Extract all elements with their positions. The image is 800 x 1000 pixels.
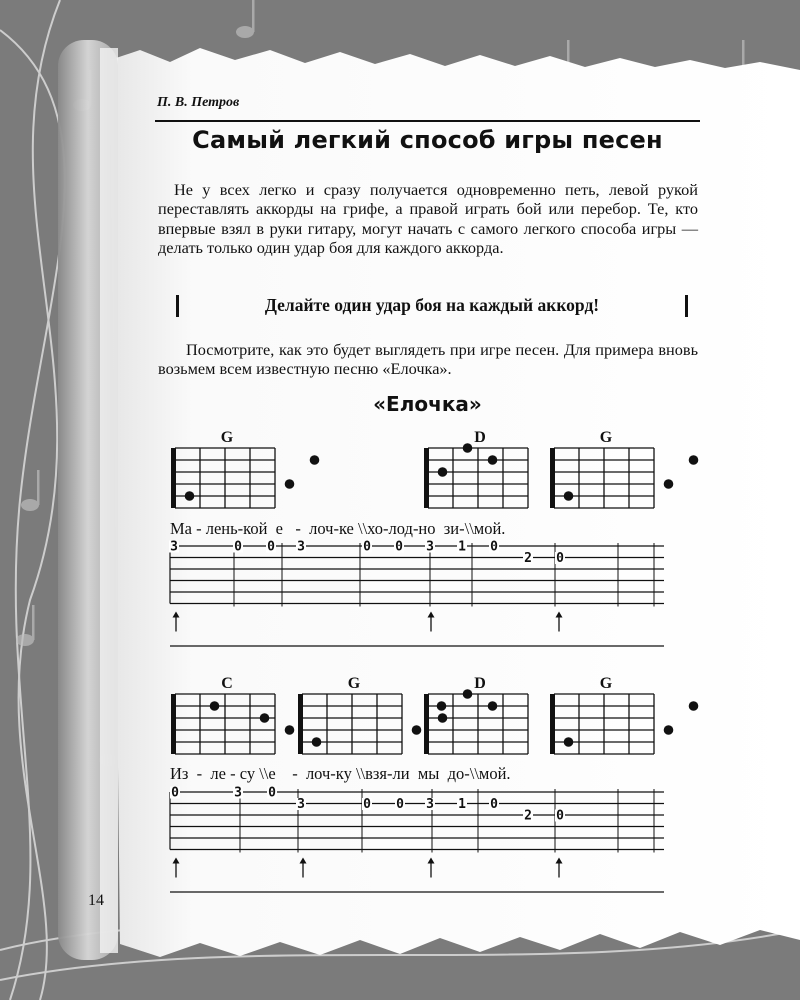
chord-dot xyxy=(664,479,674,489)
chord-nut xyxy=(171,694,176,754)
tab-fret-number: 0 xyxy=(171,785,179,801)
tab-fret-number: 3 xyxy=(234,785,242,801)
strum-arrow-head xyxy=(428,612,435,618)
chord-dot xyxy=(689,455,699,465)
chord-dot xyxy=(438,467,448,477)
page-number: 14 xyxy=(88,892,104,909)
chord-dot xyxy=(664,725,674,735)
lyrics-line-1: Ма - лень-кой е - лоч-ке \\хо-лод-но зи-\\мой. xyxy=(170,519,506,538)
example-paragraph: Посмотрите, как это будет выглядеть при игре песен. Для примера вновь возьмем всем известную песню «Елочка». xyxy=(158,340,698,379)
chord-nut xyxy=(424,694,429,754)
chord-nut xyxy=(171,448,176,508)
chord-dot xyxy=(463,443,473,453)
chord-dot xyxy=(689,701,699,711)
tab-fret-number: 0 xyxy=(556,808,564,824)
tab-fret-number: 0 xyxy=(363,539,371,555)
tab-fret-number: 0 xyxy=(395,539,403,555)
tab-fret-number: 3 xyxy=(297,797,305,812)
tab-fret-number: 3 xyxy=(170,539,178,555)
tab-fret-number: 0 xyxy=(556,551,564,566)
chord-nut xyxy=(424,448,429,508)
tab-fret-number: 2 xyxy=(524,808,532,824)
tab-fret-number: 0 xyxy=(267,539,275,555)
chord-name-G: G xyxy=(599,429,613,446)
chord-dot xyxy=(488,455,498,465)
chord-dot xyxy=(210,701,220,711)
chord-dot xyxy=(285,479,295,489)
chord-dot xyxy=(312,737,322,747)
chord-dot xyxy=(285,725,295,735)
tab-fret-number: 3 xyxy=(426,797,434,812)
chord-name-C: C xyxy=(221,675,233,692)
rule-text: Делайте один удар боя на каждый аккорд! xyxy=(264,295,600,315)
author-header: П. В. Петров xyxy=(157,95,240,110)
intro-paragraph: Не у всех легко и сразу получается одновременно петь, левой рукой переставлять аккорды на грифе, а правой играть бой или перебор. Те, кто впервые взял в руки гитару, могут начать с самого легкого способа игры — делать только один удар боя для каждого аккорда. xyxy=(158,180,698,257)
chord-dot xyxy=(412,725,422,735)
chord-name-D: D xyxy=(474,429,486,446)
tab-fret-number: 1 xyxy=(458,797,466,812)
strum-arrow-head xyxy=(556,858,563,864)
chord-name-G: G xyxy=(347,675,361,692)
strum-arrow-head xyxy=(173,612,180,618)
chord-dot xyxy=(310,455,320,465)
strum-arrow-head xyxy=(556,612,563,618)
chord-name-G: G xyxy=(599,675,613,692)
tab-fret-number: 0 xyxy=(363,797,371,812)
strum-arrow-head xyxy=(300,858,307,864)
tab-fret-number: 0 xyxy=(268,785,276,801)
tab-fret-number: 2 xyxy=(524,551,532,566)
lyrics-line-2: Из - ле - су \\е - лоч-ку \\взя-ли мы до-\\мой. xyxy=(170,764,511,783)
chord-name-D: D xyxy=(474,675,486,692)
tab-fret-number: 0 xyxy=(490,539,498,555)
chord-dot xyxy=(438,713,448,723)
page-title: Самый легкий способ игры песен xyxy=(192,126,663,154)
chord-name-G: G xyxy=(220,429,234,446)
chord-nut xyxy=(550,694,555,754)
chord-nut xyxy=(550,448,555,508)
chord-nut xyxy=(298,694,303,754)
tab-fret-number: 3 xyxy=(426,539,434,555)
chord-dot xyxy=(185,491,195,501)
song-title: «Елочка» xyxy=(373,392,482,416)
tab-fret-number: 0 xyxy=(490,797,498,812)
chord-dot xyxy=(488,701,498,711)
tab-fret-number: 0 xyxy=(396,797,404,812)
strum-arrow-head xyxy=(173,858,180,864)
tab-fret-number: 1 xyxy=(458,539,466,555)
chord-dot xyxy=(260,713,270,723)
chord-dot xyxy=(564,491,574,501)
tab-fret-number: 3 xyxy=(297,539,305,555)
chord-dot xyxy=(463,689,473,699)
chord-dot xyxy=(564,737,574,747)
strum-arrow-head xyxy=(428,858,435,864)
tab-fret-number: 0 xyxy=(234,539,242,555)
